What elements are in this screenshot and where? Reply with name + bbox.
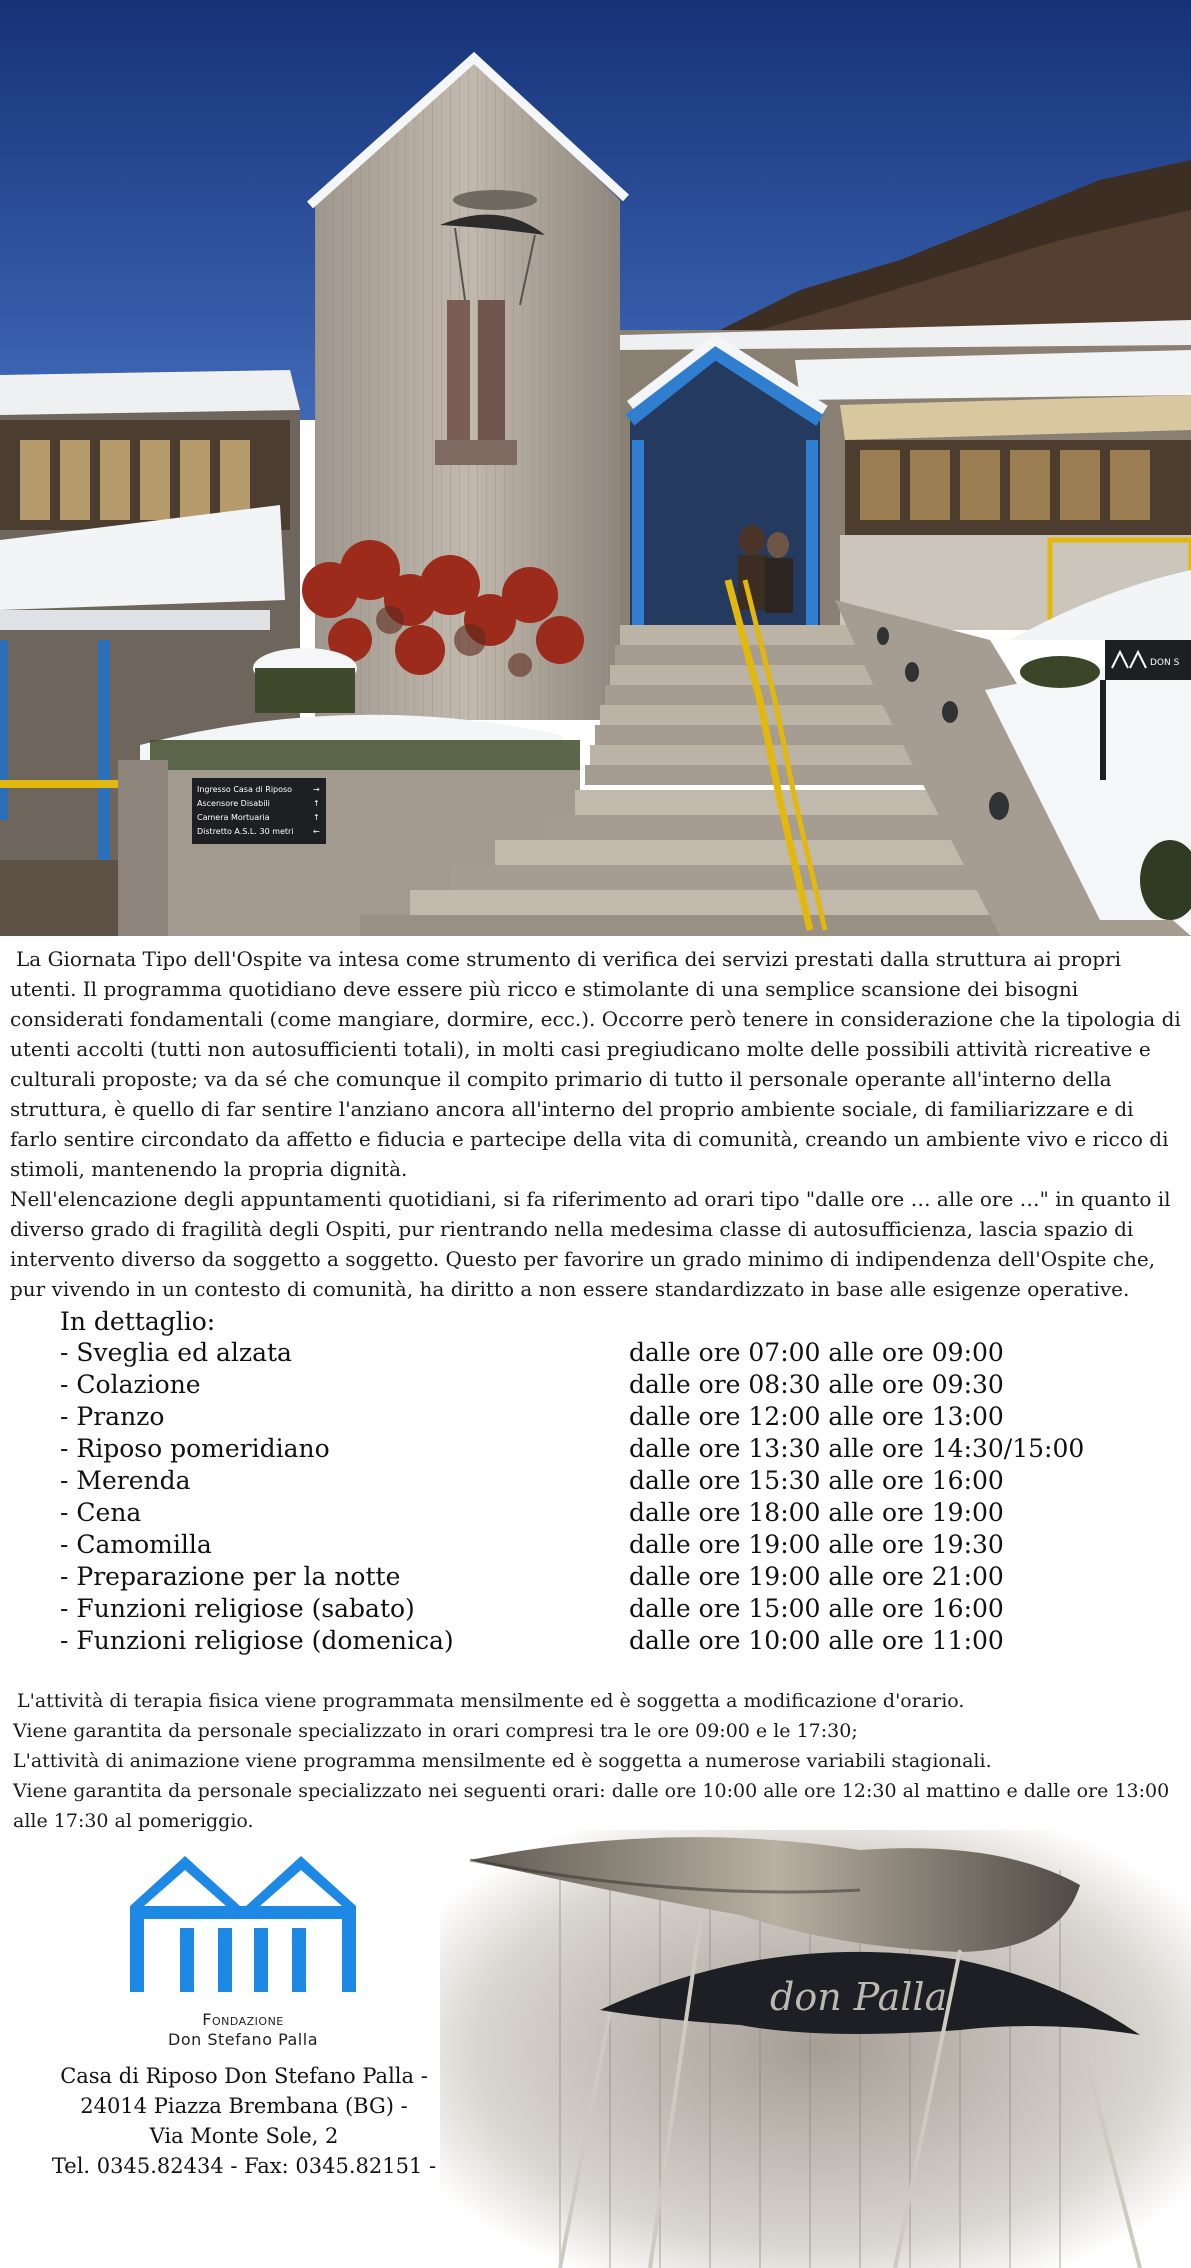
sculpture-signature: don Palla (770, 1975, 948, 2019)
intro-paragraph: La Giornata Tipo dell'Ospite va intesa come strumento di verifica dei servizi prestati dalla struttura ai propri utenti. Il programma quotidiano deve essere più ricco e stimolante di una semplice scansione dei bisogni considerati fondamentali (come mangiare, dormire, ecc.). Occorre però tenere in considerazione che la tipologia di utenti accolti (tutti non autosufficienti totali), in molti casi pregiudicano molte delle possibili attività ricreative e culturali proposte; va da sé che comunque il compito primario di tutto il personale operante all'interno della struttura, è quello di far sentire l'anziano ancora all'interno del proprio ambiente sociale, di familiarizzare e di farlo sentire circondato da affetto e fiducia e partecipe della vita di comunità, creando un ambiente vivo e ricco di stimoli, mantenendo la propria dignità. (10, 947, 1181, 1181)
sculpture-photo (440, 1830, 1191, 2268)
schedule-activity: - Colazione (60, 1370, 201, 1399)
building-photo (0, 0, 1191, 936)
schedule-activity: - Funzioni religiose (sabato) (60, 1594, 415, 1623)
schedule-hours: dalle ore 07:00 alle ore 09:00 (629, 1338, 1004, 1367)
schedule-hours: dalle ore 12:00 alle ore 13:00 (629, 1402, 1004, 1431)
schedule-activity: - Cena (60, 1498, 142, 1527)
foundation-name (80, 2010, 406, 2050)
intro-paragraph: Nell'elencazione degli appuntamenti quotidiani, si fa riferimento ad orari tipo "dalle ore … alle ore …" in quanto il diverso grado di fragilità degli Ospiti, pur rientrando nella medesima classe di autosufficienza, lascia spazio di intervento diverso da soggetto a soggetto. Questo per favorire un grado minimo di indipendenza dell'Ospite che, pur vivendo in un contesto di comunità, ha diritto a non essere standardizzato in base alle esigenze operative. (10, 1187, 1171, 1301)
address-line: Tel. 0345.82434 - Fax: 0345.82151 - (51, 2154, 437, 2178)
address-block (20, 2061, 468, 2181)
schedule-activity: - Preparazione per la notte (60, 1562, 401, 1591)
schedule-row (60, 1561, 1170, 1593)
schedule-list (60, 1337, 1170, 1657)
schedule-row (60, 1337, 1170, 1369)
schedule-activity: - Pranzo (60, 1402, 165, 1431)
schedule-row (60, 1369, 1170, 1401)
intro-text (10, 944, 1184, 1304)
arrow-up-icon: ↑ (313, 813, 320, 822)
schedule-activity: - Camomilla (60, 1530, 212, 1559)
foundation-line: Fondazione (202, 2010, 284, 2029)
schedule-hours: dalle ore 08:30 alle ore 09:30 (629, 1370, 1004, 1399)
schedule-activity: - Merenda (60, 1466, 191, 1495)
address-line: Casa di Riposo Don Stefano Palla - (60, 2064, 428, 2088)
sign-line: Ingresso Casa di Riposo (197, 785, 293, 794)
sign-line: Camera Mortuaria (197, 813, 270, 822)
schedule-hours: dalle ore 13:30 alle ore 14:30/15:00 (629, 1434, 1085, 1463)
schedule-hours: dalle ore 15:00 alle ore 16:00 (629, 1594, 1004, 1623)
foundation-logo-icon (130, 1856, 356, 1992)
foundation-line: Don Stefano Palla (168, 2030, 318, 2049)
schedule-row (60, 1433, 1170, 1465)
schedule-row (60, 1593, 1170, 1625)
arrow-right-icon: → (313, 785, 320, 794)
activities-line: Viene garantita da personale specializzato in orari compresi tra le ore 09:00 e le 17:30; (13, 1720, 858, 1742)
schedule-activity: - Funzioni religiose (domenica) (60, 1626, 454, 1655)
sign-text: DON S (1150, 658, 1180, 668)
schedule-hours: dalle ore 15:30 alle ore 16:00 (629, 1466, 1004, 1495)
address-line: Via Monte Sole, 2 (149, 2124, 339, 2148)
schedule-activity: - Sveglia ed alzata (60, 1338, 292, 1367)
arrow-left-icon: ← (313, 827, 320, 836)
schedule-hours: dalle ore 18:00 alle ore 19:00 (629, 1498, 1004, 1527)
schedule-hours: dalle ore 19:00 alle ore 19:30 (629, 1530, 1004, 1559)
daily-schedule (60, 1306, 1170, 1657)
sign-line: Distretto A.S.L. 30 metri (197, 827, 294, 836)
schedule-row (60, 1625, 1170, 1657)
schedule-row (60, 1465, 1170, 1497)
schedule-hours: dalle ore 19:00 alle ore 21:00 (629, 1562, 1004, 1591)
address-line: 24014 Piazza Brembana (BG) - (80, 2094, 408, 2118)
schedule-title: In dettaglio: (60, 1307, 216, 1336)
schedule-row (60, 1529, 1170, 1561)
activities-line: L'attività di terapia fisica viene programmata mensilmente ed è soggetta a modificazione d'orario. (17, 1690, 965, 1712)
hero-photo (0, 0, 1191, 936)
schedule-activity: - Riposo pomeridiano (60, 1434, 330, 1463)
activities-line: L'attività di animazione viene programma mensilmente ed è soggetta a numerose variabili stagionali. (13, 1750, 992, 1772)
schedule-hours: dalle ore 10:00 alle ore 11:00 (629, 1626, 1004, 1655)
arrow-up-icon: ↑ (313, 799, 320, 808)
sign-line: Ascensore Disabili (197, 799, 270, 808)
schedule-row (60, 1497, 1170, 1529)
activities-line: Viene garantita da personale specializzato nei seguenti orari: dalle ore 10:00 alle ore 12:30 al mattino e dalle ore 13:00 alle 17:30 al pomeriggio. (13, 1780, 1170, 1832)
schedule-row (60, 1401, 1170, 1433)
activities-text (13, 1686, 1183, 1836)
